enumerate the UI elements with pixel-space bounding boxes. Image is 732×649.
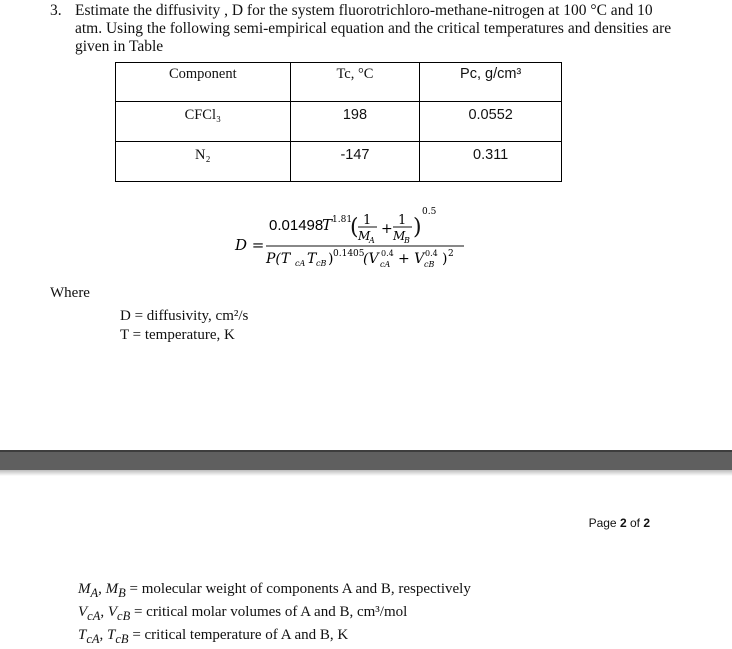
page-number [589, 516, 650, 530]
page-shadow [0, 470, 732, 476]
frac2-den-sub: B [404, 236, 410, 245]
definition-line: T = temperature, K [120, 327, 235, 343]
cell-component: N₂ [116, 142, 291, 182]
den-v1-sub: cA [380, 260, 391, 269]
den-close: ) [328, 251, 334, 267]
page-total: 2 [643, 516, 650, 530]
header-pc: Pc, g/cm³ [420, 63, 562, 102]
question-number: 3. [50, 2, 62, 19]
cell-pc: 0.0552 [420, 102, 562, 142]
den-t: T [307, 251, 317, 267]
var-sub: cA [87, 609, 101, 623]
comma: , [98, 581, 106, 597]
page-separator [0, 450, 732, 470]
var-t: T [107, 627, 116, 643]
table-row [116, 102, 562, 142]
cell-component: CFCl₃ [116, 102, 291, 142]
definition-line [78, 603, 471, 626]
var-sub: A [90, 586, 99, 600]
header-component: Component [116, 63, 291, 102]
formula-t-exp: 1.81 [332, 215, 353, 225]
paren-close: ) [413, 215, 422, 240]
cell-tc: 198 [290, 102, 420, 142]
definitions [120, 307, 248, 345]
comma: , [100, 604, 108, 620]
den-v2-exp: 0.4 [425, 249, 438, 258]
page-of: of [626, 516, 644, 530]
den-v1: (V [363, 251, 379, 267]
table-row [116, 142, 562, 182]
page-prefix: Page [588, 516, 620, 530]
question-text: Estimate the diffusivity , D for the system fluorotrichloro-methane-nitrogen at 100 °C and 10 atm. Using the following semi-empirical equation and the critical temperatures and densities are given in Table [75, 2, 672, 55]
den-end: ) [442, 251, 448, 267]
var-m: M [78, 581, 91, 597]
frac1-den: M [358, 229, 371, 243]
var-v: V [78, 604, 88, 620]
var-m: M [105, 581, 119, 597]
comma: , [99, 627, 108, 643]
properties-table [115, 62, 562, 182]
var-t: T [78, 627, 87, 643]
formula-t: T [322, 216, 333, 234]
var-sub: cA [86, 632, 100, 646]
diffusivity-formula [232, 200, 502, 280]
var-v: V [107, 604, 118, 620]
den-p: P(T [266, 251, 291, 267]
formula-lhs: D = [235, 236, 265, 254]
formula-outer-exp: 0.5 [422, 207, 437, 217]
frac2-num: 1 [398, 213, 407, 228]
frac2-den: M [393, 229, 406, 243]
definition-text: = molecular weight of components A and B, respectively [129, 581, 471, 597]
den-v2-sub: cB [424, 260, 435, 269]
cell-pc: 0.311 [420, 142, 562, 182]
den-cb: cB [316, 259, 327, 268]
frac1-num: 1 [363, 213, 372, 228]
header-tc: Tc, °C [290, 63, 420, 102]
var-sub: cB [117, 609, 131, 623]
cell-tc: -147 [290, 142, 420, 182]
frac-plus: + [381, 221, 393, 237]
den-ca: cA [295, 259, 306, 268]
paren-open: ( [350, 215, 359, 240]
definition-line [78, 580, 471, 603]
var-sub: cB [115, 632, 129, 646]
where-label: Where [50, 285, 90, 301]
definitions-continued [78, 580, 471, 649]
var-sub: B [118, 586, 126, 600]
den-v1-exp: 0.4 [381, 249, 394, 258]
den-sq: 2 [448, 249, 454, 259]
table-header-row [116, 63, 562, 102]
formula-coef: 0.01498 [269, 217, 324, 234]
frac1-den-sub: A [369, 236, 375, 245]
definition-text: = critical temperature of A and B, K [132, 627, 349, 643]
definition-line [78, 626, 471, 649]
den-plus-v2: + V [398, 251, 425, 267]
definition-line: D = diffusivity, cm²/s [120, 308, 249, 324]
page-current: 2 [619, 516, 627, 530]
definition-text: = critical molar volumes of A and B, cm³/mol [133, 604, 408, 620]
den-exp: 0.1405 [333, 249, 365, 259]
